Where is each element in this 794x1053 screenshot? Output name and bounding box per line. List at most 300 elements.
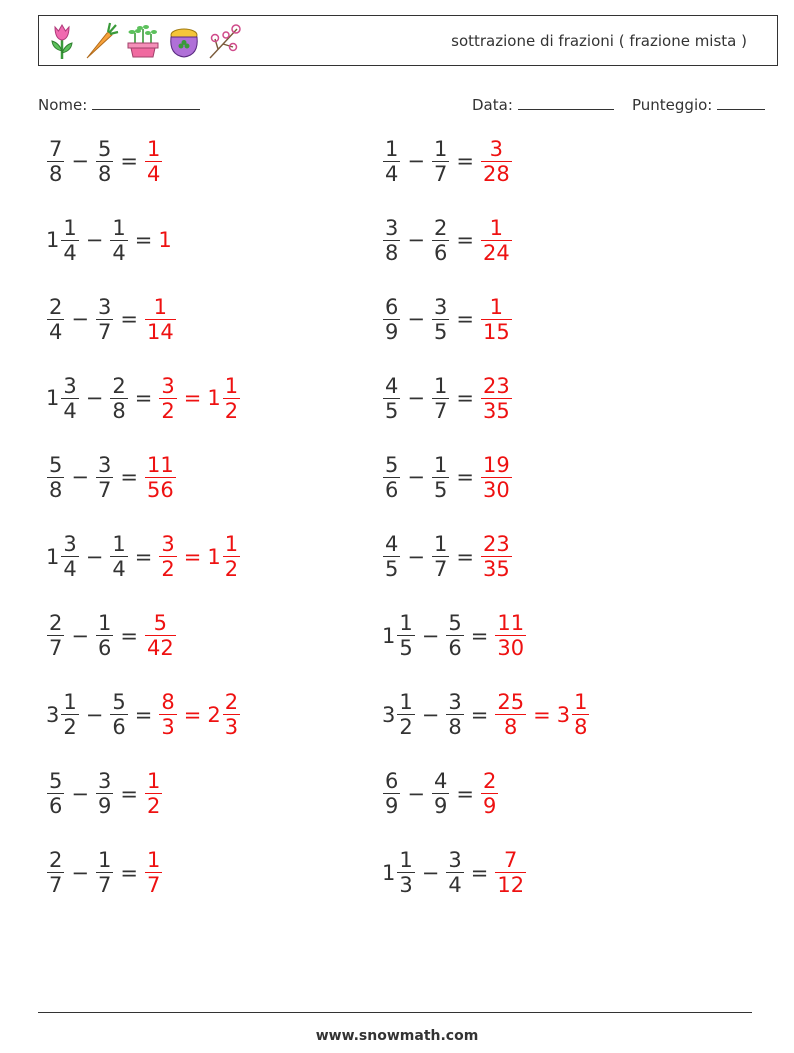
equals-sign: =: [120, 307, 138, 332]
answer-denominator: 8: [574, 715, 588, 740]
answer-fraction: [159, 690, 176, 739]
answer-equals-sign: =: [183, 386, 202, 411]
minuend-whole: 3: [382, 702, 396, 727]
subtrahend-denominator: 8: [112, 398, 126, 423]
answer: [494, 848, 527, 897]
subtrahend-fraction: [432, 453, 449, 502]
minuend-denominator: 8: [49, 477, 63, 502]
minus-sign: −: [407, 307, 425, 332]
equals-sign: =: [456, 149, 474, 173]
problem-item: [382, 130, 513, 192]
subtrahend-numerator: 1: [97, 611, 112, 636]
minus-sign: −: [71, 149, 89, 173]
minus-sign: −: [71, 860, 89, 885]
minuend-denominator: 4: [63, 557, 77, 581]
answer-numerator: 1: [489, 294, 504, 319]
equals-sign: =: [134, 386, 153, 411]
answer-denominator: 28: [482, 161, 510, 186]
minus-sign: −: [85, 228, 104, 253]
subtrahend-numerator: 2: [112, 373, 126, 398]
answer-denominator: 35: [482, 557, 510, 581]
answer-numerator: 2: [482, 769, 497, 794]
worksheet-header: [38, 15, 778, 66]
equals-sign: =: [470, 860, 489, 885]
answer-fraction: [481, 216, 512, 265]
minuend-denominator: 7: [49, 636, 63, 661]
subtrahend-denominator: 8: [448, 715, 462, 740]
subtrahend-denominator: 6: [112, 715, 126, 740]
minuend-numerator: 6: [385, 769, 399, 794]
subtrahend-fraction: [96, 848, 113, 897]
subtrahend-denominator: 4: [448, 873, 462, 898]
answer-fraction: [159, 374, 176, 423]
minuend-whole: 3: [46, 702, 60, 727]
subtrahend-numerator: 3: [433, 294, 448, 319]
minuend-numerator: 1: [385, 136, 399, 161]
minus-sign: −: [421, 623, 440, 648]
answer-fraction: [481, 769, 498, 818]
answer-denominator: 4: [146, 161, 161, 186]
answer-equals-sign: =: [533, 702, 551, 727]
answer: [480, 216, 513, 265]
answer-denominator: 2: [161, 557, 175, 581]
subtrahend-numerator: 5: [448, 611, 462, 636]
date-label: Data:: [472, 96, 513, 114]
answer-equals-sign: =: [183, 544, 202, 569]
minuend-fraction: [397, 690, 414, 739]
equals-sign: =: [120, 623, 138, 648]
minuend-denominator: 4: [63, 240, 77, 265]
minuend-numerator: 6: [385, 294, 399, 319]
minus-sign: −: [71, 465, 89, 490]
answer-whole: 1: [207, 386, 221, 411]
minuend-numerator: 1: [63, 215, 77, 240]
subtrahend-numerator: 1: [433, 452, 448, 477]
answer-denominator: 30: [482, 477, 510, 502]
subtrahend-numerator: 1: [433, 373, 448, 398]
answer-whole: 1: [207, 544, 221, 569]
subtrahend-fraction: [432, 532, 449, 581]
subtrahend-numerator: 3: [448, 848, 462, 873]
minuend-fraction: [383, 374, 400, 423]
answer-numerator: 7: [504, 848, 518, 873]
answer-denominator: 2: [224, 398, 239, 423]
answer: [480, 769, 499, 818]
subtrahend-fraction: [110, 532, 127, 581]
answer-numerator: 11: [497, 611, 525, 636]
subtrahend-numerator: 3: [448, 690, 462, 715]
minus-sign: −: [407, 544, 425, 569]
name-label: Nome:: [38, 96, 88, 114]
equals-sign: =: [120, 465, 138, 490]
subtrahend-numerator: 4: [433, 769, 448, 794]
date-blank[interactable]: [518, 93, 614, 110]
minuend-fraction: [47, 137, 64, 186]
answer: [480, 295, 513, 344]
answer: [480, 453, 513, 502]
problem-item: [382, 763, 499, 825]
answer-fraction: [495, 611, 526, 660]
minuend-denominator: 7: [49, 873, 63, 898]
minus-sign: −: [407, 149, 425, 173]
subtrahend-numerator: 5: [112, 690, 126, 715]
answer-numerator: 25: [497, 690, 525, 715]
minuend-denominator: 4: [63, 398, 77, 423]
subtrahend-fraction: [446, 611, 463, 660]
problem-item: [46, 526, 241, 588]
subtrahend-fraction: [96, 453, 113, 502]
problem-item: [46, 446, 177, 508]
minuend-fraction: [383, 453, 400, 502]
footer-divider: [38, 1012, 752, 1013]
equals-sign: =: [120, 781, 138, 806]
minuend-denominator: 2: [63, 715, 77, 740]
answer-fraction: [481, 532, 512, 581]
answer-denominator: 24: [482, 240, 510, 265]
answer-fraction: [223, 532, 240, 581]
subtrahend-numerator: 3: [97, 294, 112, 319]
subtrahend-denominator: 7: [97, 319, 112, 344]
answer-numerator: 3: [489, 136, 504, 161]
minuend-fraction: [61, 216, 78, 265]
answer: [144, 137, 163, 186]
subtrahend-denominator: 7: [97, 873, 112, 898]
answer-fraction: [481, 374, 512, 423]
subtrahend-numerator: 5: [97, 136, 112, 161]
answer: [158, 374, 241, 423]
subtrahend-denominator: 9: [433, 794, 448, 819]
answer-denominator: 3: [161, 715, 175, 740]
subtrahend-fraction: [96, 769, 113, 818]
answer-denominator: 15: [482, 319, 510, 344]
score-field: [632, 93, 765, 114]
subtrahend-fraction: [110, 216, 127, 265]
problem-item: [46, 209, 173, 271]
subtrahend-fraction: [110, 690, 127, 739]
problem-item: [382, 446, 513, 508]
minuend-denominator: 5: [399, 636, 413, 661]
answer-denominator: 2: [224, 557, 239, 581]
answer: [144, 848, 163, 897]
answer-numerator: 1: [489, 215, 504, 240]
answer-numerator: 1: [224, 373, 239, 398]
problem-item: [46, 763, 163, 825]
subtrahend-numerator: 3: [97, 769, 112, 794]
minuend-denominator: 4: [385, 161, 399, 186]
answer-fraction: [481, 295, 512, 344]
minuend-fraction: [47, 769, 64, 818]
problem-item: [382, 526, 513, 588]
answer: [158, 690, 241, 739]
problem-item: [46, 288, 177, 350]
answer-numerator: 11: [146, 452, 174, 477]
problem-item: [46, 842, 163, 904]
answer-numerator: 19: [482, 452, 510, 477]
minus-sign: −: [71, 307, 89, 332]
subtrahend-denominator: 9: [97, 794, 112, 819]
subtrahend-fraction: [96, 611, 113, 660]
minuend-denominator: 4: [49, 319, 63, 344]
footer-url: www.snowmath.com: [315, 1028, 479, 1044]
minuend-numerator: 2: [49, 848, 63, 873]
problem-item: [46, 605, 177, 667]
minuend-fraction: [383, 295, 400, 344]
problem-item: [46, 130, 163, 192]
minuend-fraction: [47, 611, 64, 660]
subtrahend-denominator: 7: [433, 161, 448, 186]
answer-fraction: [223, 374, 240, 423]
answer-numerator: 1: [146, 769, 161, 794]
problem-item: [46, 367, 241, 429]
minuend-denominator: 6: [385, 477, 399, 502]
equals-sign: =: [134, 544, 153, 569]
problem-item: [46, 684, 241, 746]
minuend-numerator: 5: [49, 452, 63, 477]
answer-fraction: [159, 532, 176, 581]
subtrahend-numerator: 1: [112, 532, 126, 556]
subtrahend-fraction: [96, 295, 113, 344]
answer-numerator: 23: [482, 532, 510, 556]
problem-item: [382, 367, 513, 429]
answer-numerator: 8: [161, 690, 175, 715]
minuend-numerator: 3: [385, 215, 399, 240]
minus-sign: −: [407, 781, 425, 806]
problem-item: [382, 842, 527, 904]
minuend-fraction: [61, 532, 78, 581]
minuend-denominator: 2: [399, 715, 413, 740]
minuend-numerator: 5: [385, 452, 399, 477]
answer-numerator: 5: [153, 611, 168, 636]
minuend-fraction: [383, 137, 400, 186]
answer-numerator: 1: [146, 136, 161, 161]
subtrahend-denominator: 6: [97, 636, 112, 661]
score-blank[interactable]: [717, 93, 765, 110]
equals-sign: =: [456, 307, 474, 332]
minuend-whole: 1: [46, 386, 60, 411]
subtrahend-fraction: [432, 137, 449, 186]
name-field: [38, 93, 200, 114]
answer-numerator: 3: [161, 373, 175, 398]
answer-numerator: 23: [482, 373, 510, 398]
subtrahend-denominator: 7: [433, 557, 448, 581]
answer-numerator: 1: [146, 848, 161, 873]
answer: [494, 611, 527, 660]
answer-fraction: [145, 453, 176, 502]
tulip-icon: [47, 21, 77, 61]
answer-numerator: 1: [224, 532, 239, 556]
answer-denominator: 2: [161, 398, 175, 423]
answer: [158, 228, 172, 252]
minus-sign: −: [85, 702, 104, 727]
subtrahend-denominator: 7: [97, 477, 112, 502]
answer-denominator: 42: [146, 636, 174, 661]
minuend-numerator: 3: [63, 532, 77, 556]
answer-fraction: [495, 848, 526, 897]
minuend-numerator: 7: [49, 136, 63, 161]
answer: [480, 532, 513, 581]
subtrahend-numerator: 1: [433, 136, 448, 161]
answer-denominator: 12: [497, 873, 525, 898]
minuend-denominator: 6: [49, 794, 63, 819]
subtrahend-fraction: [446, 690, 463, 739]
answer-fraction: [145, 769, 162, 818]
equals-sign: =: [456, 228, 474, 253]
problem-item: [382, 209, 513, 271]
subtrahend-denominator: 6: [448, 636, 462, 661]
minuend-fraction: [47, 848, 64, 897]
subtrahend-fraction: [432, 769, 449, 818]
subtrahend-numerator: 1: [112, 215, 126, 240]
answer-fraction: [495, 690, 526, 739]
answer-fraction: [145, 137, 162, 186]
score-label: Punteggio:: [632, 96, 713, 114]
carrot-icon: [83, 21, 119, 61]
subtrahend-denominator: 4: [112, 557, 126, 581]
answer-fraction: [145, 848, 162, 897]
minuend-numerator: 2: [49, 611, 63, 636]
blossom-branch-icon: [207, 21, 243, 61]
subtrahend-numerator: 3: [97, 452, 112, 477]
minuend-numerator: 5: [49, 769, 63, 794]
equals-sign: =: [470, 623, 489, 648]
equals-sign: =: [134, 702, 153, 727]
answer-denominator: 3: [224, 715, 239, 740]
minuend-numerator: 3: [63, 373, 77, 398]
minus-sign: −: [407, 386, 425, 411]
answer: [144, 769, 163, 818]
problem-item: [382, 605, 527, 667]
subtrahend-numerator: 2: [433, 215, 448, 240]
minus-sign: −: [71, 623, 89, 648]
answer-denominator: 30: [497, 636, 525, 661]
header-icons: [47, 21, 243, 61]
answer-numerator: 1: [574, 690, 588, 715]
equals-sign: =: [134, 228, 153, 253]
equals-sign: =: [456, 386, 474, 411]
answer-denominator: 8: [504, 715, 518, 740]
minuend-numerator: 1: [63, 690, 77, 715]
answer-fraction: [481, 453, 512, 502]
minuend-whole: 1: [382, 860, 396, 885]
subtrahend-fraction: [96, 137, 113, 186]
subtrahend-denominator: 4: [112, 240, 126, 265]
equals-sign: =: [120, 149, 138, 173]
minuend-denominator: 9: [385, 794, 399, 819]
minuend-numerator: 1: [399, 848, 413, 873]
subtrahend-fraction: [110, 374, 127, 423]
subtrahend-numerator: 1: [97, 848, 112, 873]
sprouts-pot-icon: [125, 21, 161, 61]
equals-sign: =: [456, 781, 474, 806]
answer: [480, 137, 513, 186]
minuend-numerator: 1: [399, 690, 413, 715]
answer-fraction: [145, 611, 176, 660]
minuend-denominator: 8: [385, 240, 399, 265]
minus-sign: −: [407, 465, 425, 490]
minuend-fraction: [47, 453, 64, 502]
answer: [144, 295, 177, 344]
answer-fraction: [223, 690, 240, 739]
minuend-fraction: [61, 690, 78, 739]
answer: [158, 532, 241, 581]
minuend-fraction: [47, 295, 64, 344]
minuend-whole: 1: [382, 623, 396, 648]
minuend-fraction: [397, 611, 414, 660]
answer-equals-sign: =: [183, 702, 202, 727]
minuend-fraction: [397, 848, 414, 897]
worksheet-title: sottrazione di frazioni ( frazione mista ): [451, 32, 747, 50]
problem-item: [382, 288, 513, 350]
answer-whole: 3: [556, 702, 571, 727]
minuend-fraction: [383, 769, 400, 818]
name-blank[interactable]: [92, 93, 200, 110]
minuend-denominator: 5: [385, 557, 399, 581]
minus-sign: −: [407, 228, 425, 253]
equals-sign: =: [456, 465, 474, 490]
subtrahend-denominator: 5: [433, 319, 448, 344]
answer-numerator: 2: [224, 690, 239, 715]
date-field: [472, 93, 614, 114]
answer-denominator: 2: [146, 794, 161, 819]
answer: [480, 374, 513, 423]
equals-sign: =: [456, 544, 474, 569]
subtrahend-denominator: 8: [97, 161, 112, 186]
answer-fraction: [145, 295, 176, 344]
subtrahend-fraction: [446, 848, 463, 897]
answer-denominator: 9: [482, 794, 497, 819]
answer-denominator: 7: [146, 873, 161, 898]
subtrahend-denominator: 5: [433, 477, 448, 502]
subtrahend-fraction: [432, 216, 449, 265]
minuend-numerator: 4: [385, 532, 399, 556]
answer: [144, 611, 177, 660]
minuend-fraction: [383, 532, 400, 581]
answer: [144, 453, 177, 502]
minuend-whole: 1: [46, 544, 60, 569]
subtrahend-fraction: [432, 295, 449, 344]
subtrahend-numerator: 1: [433, 532, 448, 556]
gold-pot-icon: [167, 21, 201, 61]
answer: [494, 690, 590, 739]
equals-sign: =: [470, 702, 489, 727]
answer-denominator: 56: [146, 477, 174, 502]
minus-sign: −: [421, 860, 440, 885]
subtrahend-fraction: [432, 374, 449, 423]
minuend-whole: 1: [46, 228, 60, 253]
answer-fraction: [572, 690, 589, 739]
answer-numerator: 3: [161, 532, 175, 556]
minus-sign: −: [71, 781, 89, 806]
minus-sign: −: [421, 702, 440, 727]
minuend-denominator: 9: [385, 319, 399, 344]
minuend-denominator: 8: [49, 161, 63, 186]
equals-sign: =: [120, 860, 138, 885]
answer-denominator: 35: [482, 398, 510, 423]
minuend-fraction: [383, 216, 400, 265]
subtrahend-denominator: 6: [433, 240, 448, 265]
answer-whole: 1: [158, 228, 172, 253]
answer-whole: 2: [207, 702, 221, 727]
answer-denominator: 14: [146, 319, 174, 344]
minus-sign: −: [85, 544, 104, 569]
minuend-fraction: [61, 374, 78, 423]
answer-fraction: [481, 137, 512, 186]
answer-numerator: 1: [153, 294, 168, 319]
problem-item: [382, 684, 590, 746]
minuend-numerator: 1: [399, 611, 413, 636]
subtrahend-denominator: 7: [433, 398, 448, 423]
minuend-numerator: 4: [385, 373, 399, 398]
